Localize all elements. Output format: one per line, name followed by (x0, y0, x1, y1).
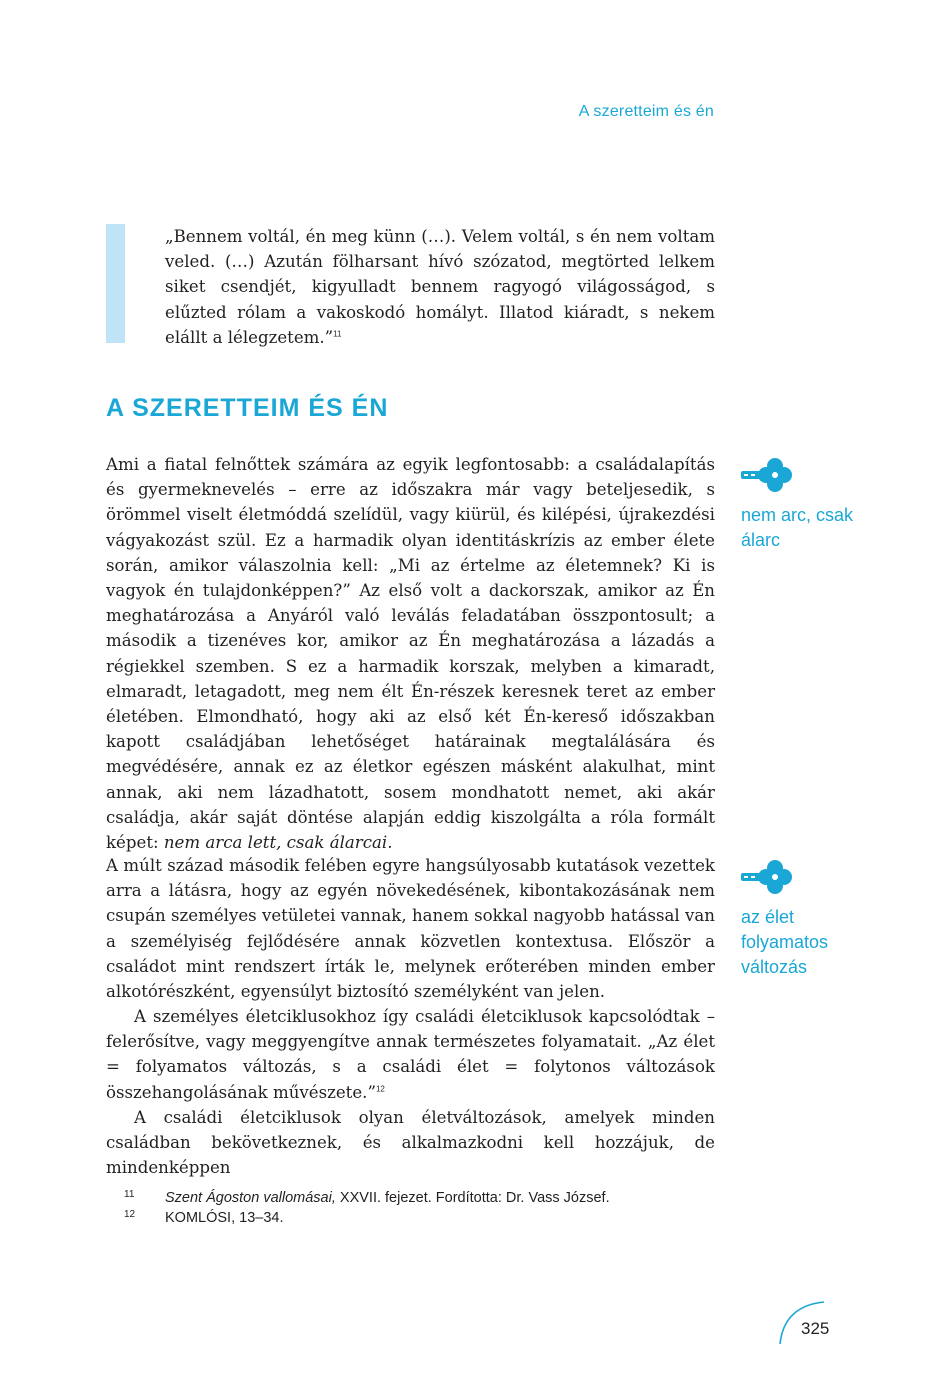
key-icon (741, 456, 793, 494)
key-icon (741, 858, 793, 896)
footnote-italic: Szent Ágoston vallomásai, (165, 1190, 336, 1206)
section-title: A SZERETTEIM ÉS ÉN (106, 394, 389, 422)
page-number: 325 (801, 1319, 830, 1338)
footnote-number: 12 (124, 1209, 136, 1220)
margin-note-2-text: az élet folyamatos változás (741, 907, 829, 977)
quote-bar (106, 224, 125, 343)
footnote-body: XXVII. fejezet. Fordította: Dr. Vass József. (335, 1190, 610, 1206)
paragraph-3 (106, 1004, 715, 1105)
running-head: A szeretteim és én (578, 103, 714, 120)
footnote-12 (124, 1208, 724, 1228)
footnote-text (165, 1208, 283, 1228)
paragraph-1 (106, 452, 715, 855)
margin-note-1-text: nem arc, csak álarc (741, 505, 854, 550)
block-quote (165, 224, 715, 350)
footnote-11 (124, 1188, 724, 1208)
footnote-body: KOMLÓSI, 13–34. (165, 1210, 284, 1226)
footnote-ref-11: 11 (333, 329, 342, 339)
paragraph-3-text: A személyes életciklusokhoz így családi életciklusok kapcsolódtak – felerősítve, vagy meggyengítve annak természetes folyamatait. „Az élet = folyamatos változás, s a családi élet = folytonos változások összehangolásának művészete.” (106, 1007, 715, 1102)
footnote-ref-12: 12 (375, 1084, 385, 1094)
margin-note-2 (741, 858, 891, 980)
paragraph-4-text: A családi életciklusok olyan életváltozások, amelyek minden családban bekövetkeznek, és alkalmazkodni kell hozzájuk, de mindenképpen (106, 1108, 715, 1178)
paragraph-4 (106, 1105, 715, 1181)
paragraph-1-text: Ami a fiatal felnőttek számára az egyik legfontosabb: a családalapítás és gyermeknevelés – erre az időszakra már vagy beteljesedik, s örömmel viselt életmóddá szelídül, vagy kiürül, és kilépési, újrakezdési vágyakozást szül. Ez a harmadik olyan identitáskrízis az ember élete során, amikor válaszolnia kell: „Mi az értelme az életemnek? Ki is vagyok én tulajdonképpen?” Az első volt a dackorszak, amikor az Én meghatározása a Anyáról való leválás feladatában összpontosult; a második a tizenéves kor, amikor az Én meghatározása a lázadás a régiekkel szemben. S ez a harmadik korszak, melyben a kimaradt, elmaradt, letagadott, meg nem élt Én-részek keresnek teret az ember életében. Elmondható, hogy aki az első két Én-kereső időszakban kapott családjában lehetőséget határainak megtalálására és megvédésére, annak ez az életkor egészen másként alakulhat, mint annak, aki nem lázadhatott, sosem mondhatott nemet, aki akár családja, akár saját döntése alapján eddig kiszolgálta a róla formált képet: (106, 455, 715, 853)
paragraph-2-text: A múlt század második felében egyre hangsúlyosabb kutatások vezettek arra a látásra, hogy az egyén növekedésének, kibontakozásának nem csupán személyes vetületei vannak, hanem sokkal nagyobb hatással van a személyiség fejlődésére annak közvetlen kontextusa. Először a családot mint rendszert írták le, melynek erőterében minden ember alkotórészként, egyensúlyt biztosító személyként van jelen. (106, 856, 715, 1002)
footnote-number: 11 (124, 1189, 135, 1200)
footnotes (124, 1188, 724, 1228)
paragraph-1-italic: nem arca lett, csak álarcai. (163, 833, 393, 853)
footnote-text (165, 1188, 610, 1208)
quote-text: „Bennem voltál, én meg künn (…). Velem voltál, s én nem voltam veled. (…) Azután fölharsant hívó szózatod, megtörted lelkem siket csendjét, kigyulladt bennem ragyogó világosságod, s elűzted rólam a vakoskodó homályt. Illatod kiáradt, s nekem elállt a lélegzetem.” (165, 227, 715, 347)
paragraph-2 (106, 853, 715, 1004)
margin-note-1 (741, 456, 891, 553)
